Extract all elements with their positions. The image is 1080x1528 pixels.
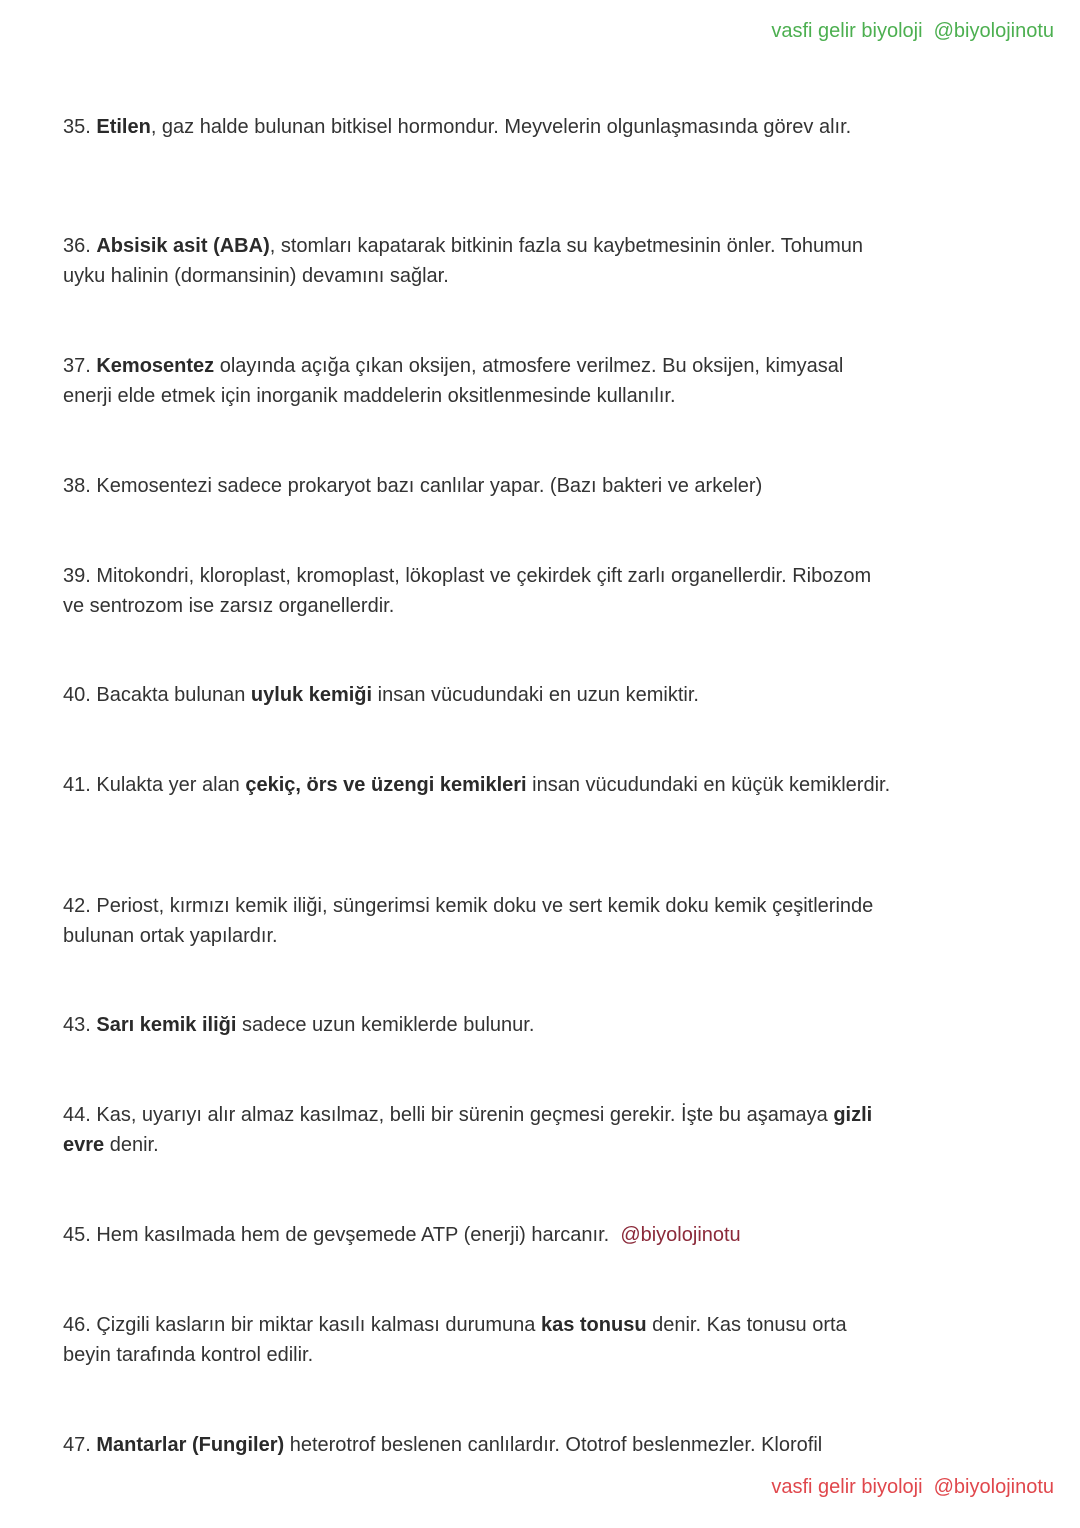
key-term: Kemosentez	[96, 355, 215, 377]
note-item-39: 39. Mitokondri, kloroplast, kromoplast, lökoplast ve çekirdek çift zarlı organellerdir. Ribozom ve sentrozom ise zarsız organellerdir.	[63, 565, 872, 617]
note-item-35: 35. Etilen, gaz halde bulunan bitkisel hormondur. Meyvelerin olgunlaşmasında görev alır.	[63, 116, 852, 138]
note-item-41: 41. Kulakta yer alan çekiç, örs ve üzengi kemikleri insan vücudundaki en küçük kemiklerdir.	[63, 774, 891, 796]
note-item-36: 36. Absisik asit (ABA), stomları kapatarak bitkinin fazla su kaybetmesinin önler. Tohumun uyku halinin (dormansinin) devamını sağlar.	[63, 235, 864, 287]
key-term: Etilen	[96, 116, 151, 138]
note-item-46: 46. Çizgili kasların bir miktar kasılı kalması durumuna kas tonusu denir. Kas tonusu orta beyin tarafında kontrol edilir.	[63, 1314, 847, 1366]
key-term: Sarı kemik iliği	[96, 1014, 237, 1036]
watermark-footer: vasfi gelir biyoloji @biyolojinotu	[771, 1476, 1054, 1498]
key-term: uyluk kemiği	[250, 684, 373, 706]
note-item-37: 37. Kemosentez olayında açığa çıkan oksijen, atmosfere verilmez. Bu oksijen, kimyasal enerji elde etmek için inorganik maddelerin oksitlenmesinde kullanılır.	[63, 355, 844, 407]
social-handle: @biyolojinotu	[620, 1224, 741, 1246]
watermark-header: vasfi gelir biyoloji @biyolojinotu	[771, 20, 1054, 42]
key-term: çekiç, örs ve üzengi kemikleri	[245, 774, 527, 796]
key-term: Mantarlar (Fungiler)	[96, 1434, 285, 1456]
key-term: Absisik asit (ABA)	[96, 235, 270, 257]
note-item-44: 44. Kas, uyarıyı alır almaz kasılmaz, belli bir sürenin geçmesi gerekir. İşte bu aşamaya gizli evre denir.	[63, 1104, 873, 1156]
note-item-42: 42. Periost, kırmızı kemik iliği, süngerimsi kemik doku ve sert kemik doku kemik çeşitlerinde bulunan ortak yapılardır.	[63, 895, 874, 947]
note-item-47: 47. Mantarlar (Fungiler) heterotrof beslenen canlılardır. Ototrof beslenmezler. Klorofil	[63, 1434, 823, 1456]
note-item-45: 45. Hem kasılmada hem de gevşemede ATP (enerji) harcanır. @biyolojinotu	[63, 1224, 741, 1246]
note-item-38: 38. Kemosentezi sadece prokaryot bazı canlılar yapar. (Bazı bakteri ve arkeler)	[63, 475, 763, 497]
key-term: gizli evre	[63, 1104, 873, 1156]
note-item-43: 43. Sarı kemik iliği sadece uzun kemiklerde bulunur.	[63, 1014, 535, 1036]
note-item-40: 40. Bacakta bulunan uyluk kemiği insan vücudundaki en uzun kemiktir.	[63, 684, 699, 706]
key-term: kas tonusu	[540, 1314, 647, 1336]
